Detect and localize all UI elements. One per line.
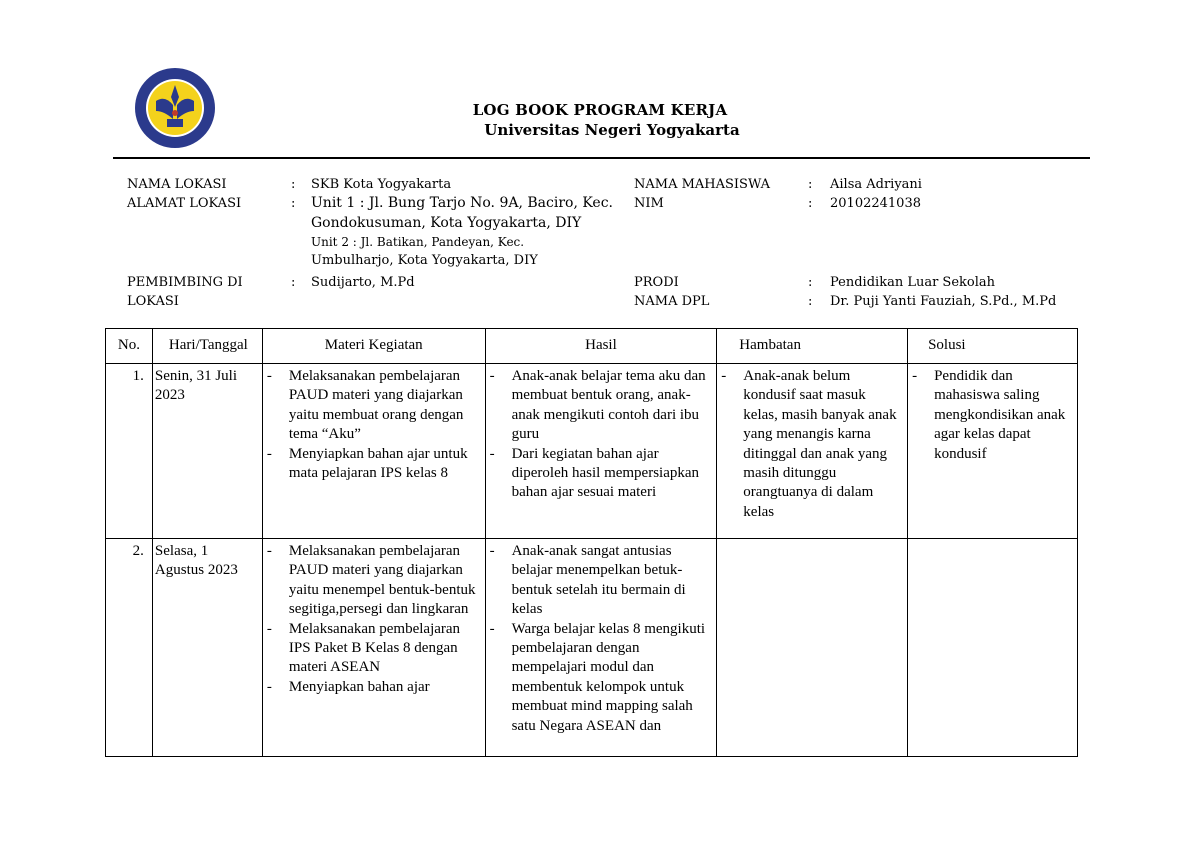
dpl-value: Dr. Puji Yanti Fauziah, S.Pd., M.Pd (830, 294, 1057, 309)
document-title: LOG BOOK PROGRAM KERJA (472, 101, 728, 119)
mahasiswa-colon: : (808, 177, 813, 192)
list-item: - Anak-anak belajar tema aku dan membuat bentuk orang, anak-anak mengikuti contoh dari ibu guru (488, 367, 713, 445)
alamat-unit2-line2: Umbulharjo, Kota Yogyakarta, DIY (311, 253, 538, 268)
alamat-colon: : (291, 196, 296, 211)
list-item: - Pendidik dan mahasiswa saling mengkondisikan anak agar kelas dapat kondusif (910, 367, 1073, 464)
table-header-row (106, 329, 1078, 364)
row-number: 1. (132, 368, 144, 384)
list-item: - Warga belajar kelas 8 mengikuti pembelajaran dengan mempelajari modul dan membentuk kelompok untuk membuat mind mapping salah satu Negara ASEAN dan (488, 620, 713, 736)
list-item: - Menyiapkan bahan ajar (265, 678, 481, 697)
lokasi-value: SKB Kota Yogyakarta (311, 177, 452, 192)
pembimbing-value: Sudijarto, M.Pd (311, 275, 415, 290)
solusi-list (910, 367, 1073, 464)
list-item: - Menyiapkan bahan ajar untuk mata pelajaran IPS kelas 8 (265, 445, 481, 484)
hambatan-list (719, 367, 903, 522)
alamat-unit1-line2: Gondokusuman, Kota Yogyakarta, DIY (311, 215, 582, 231)
pembimbing-label-line2: LOKASI (127, 294, 179, 309)
header-solusi: Solusi (908, 329, 1078, 364)
table-row (106, 539, 1078, 757)
materi-list (265, 542, 481, 697)
list-item: - Anak-anak sangat antusias belajar menempelkan betuk-bentuk setelah itu bermain di kelas (488, 542, 713, 620)
dpl-colon: : (808, 294, 813, 309)
row-date: Selasa, 1 Agustus 2023 (154, 543, 238, 579)
dpl-label: NAMA DPL (634, 294, 710, 309)
table-row (106, 364, 1078, 539)
row-date: Senin, 31 Juli 2023 (154, 368, 238, 404)
hasil-list (488, 367, 713, 503)
alamat-label: ALAMAT LOKASI (127, 196, 242, 211)
header-divider (113, 157, 1090, 159)
empty-hambatan-cell (717, 539, 908, 757)
list-item: - Melaksanakan pembelajaran PAUD materi yang diajarkan yaitu membuat orang dengan tema “Aku” (265, 367, 481, 445)
mahasiswa-label: NAMA MAHASISWA (634, 177, 771, 192)
prodi-label: PRODI (634, 275, 679, 290)
hasil-list (488, 542, 713, 736)
mahasiswa-value: Ailsa Adriyani (830, 177, 922, 192)
header-date: Hari/Tanggal (152, 329, 262, 364)
lokasi-label: NAMA LOKASI (127, 177, 227, 192)
prodi-value: Pendidikan Luar Sekolah (830, 275, 996, 290)
lokasi-colon: : (291, 177, 296, 192)
document-subtitle: Universitas Negeri Yogyakarta (484, 121, 740, 139)
list-item: - Melaksanakan pembelajaran PAUD materi yang diajarkan yaitu menempel bentuk-bentuk segitiga,persegi dan lingkaran (265, 542, 481, 620)
header-materi: Materi Kegiatan (262, 329, 485, 364)
nim-colon: : (808, 196, 813, 211)
empty-solusi-cell (908, 539, 1078, 757)
list-item: - Melaksanakan pembelajaran IPS Paket B Kelas 8 dengan materi ASEAN (265, 620, 481, 678)
pembimbing-label-line1: PEMBIMBING DI (127, 275, 243, 290)
list-item: - Dari kegiatan bahan ajar diperoleh hasil mempersiapkan bahan ajar sesuai materi (488, 445, 713, 503)
alamat-unit2-line1: Unit 2 : Jl. Batikan, Pandeyan, Kec. (311, 235, 525, 249)
list-item: - Anak-anak belum kondusif saat masuk kelas, masih banyak anak yang menangis karna ditinggal dan anak yang masih ditunggu orangtuanya di dalam kelas (719, 367, 903, 522)
row-number: 2. (132, 543, 144, 559)
prodi-colon: : (808, 275, 813, 290)
header-hasil: Hasil (485, 329, 717, 364)
header-no: No. (106, 329, 153, 364)
nim-value: 20102241038 (830, 196, 921, 211)
pembimbing-colon: : (291, 275, 296, 290)
nim-label: NIM (634, 196, 664, 211)
alamat-unit1-line1: Unit 1 : Jl. Bung Tarjo No. 9A, Baciro, Kec. (311, 195, 614, 211)
log-table (105, 328, 1078, 757)
header-hambatan: Hambatan (717, 329, 908, 364)
materi-list (265, 367, 481, 483)
